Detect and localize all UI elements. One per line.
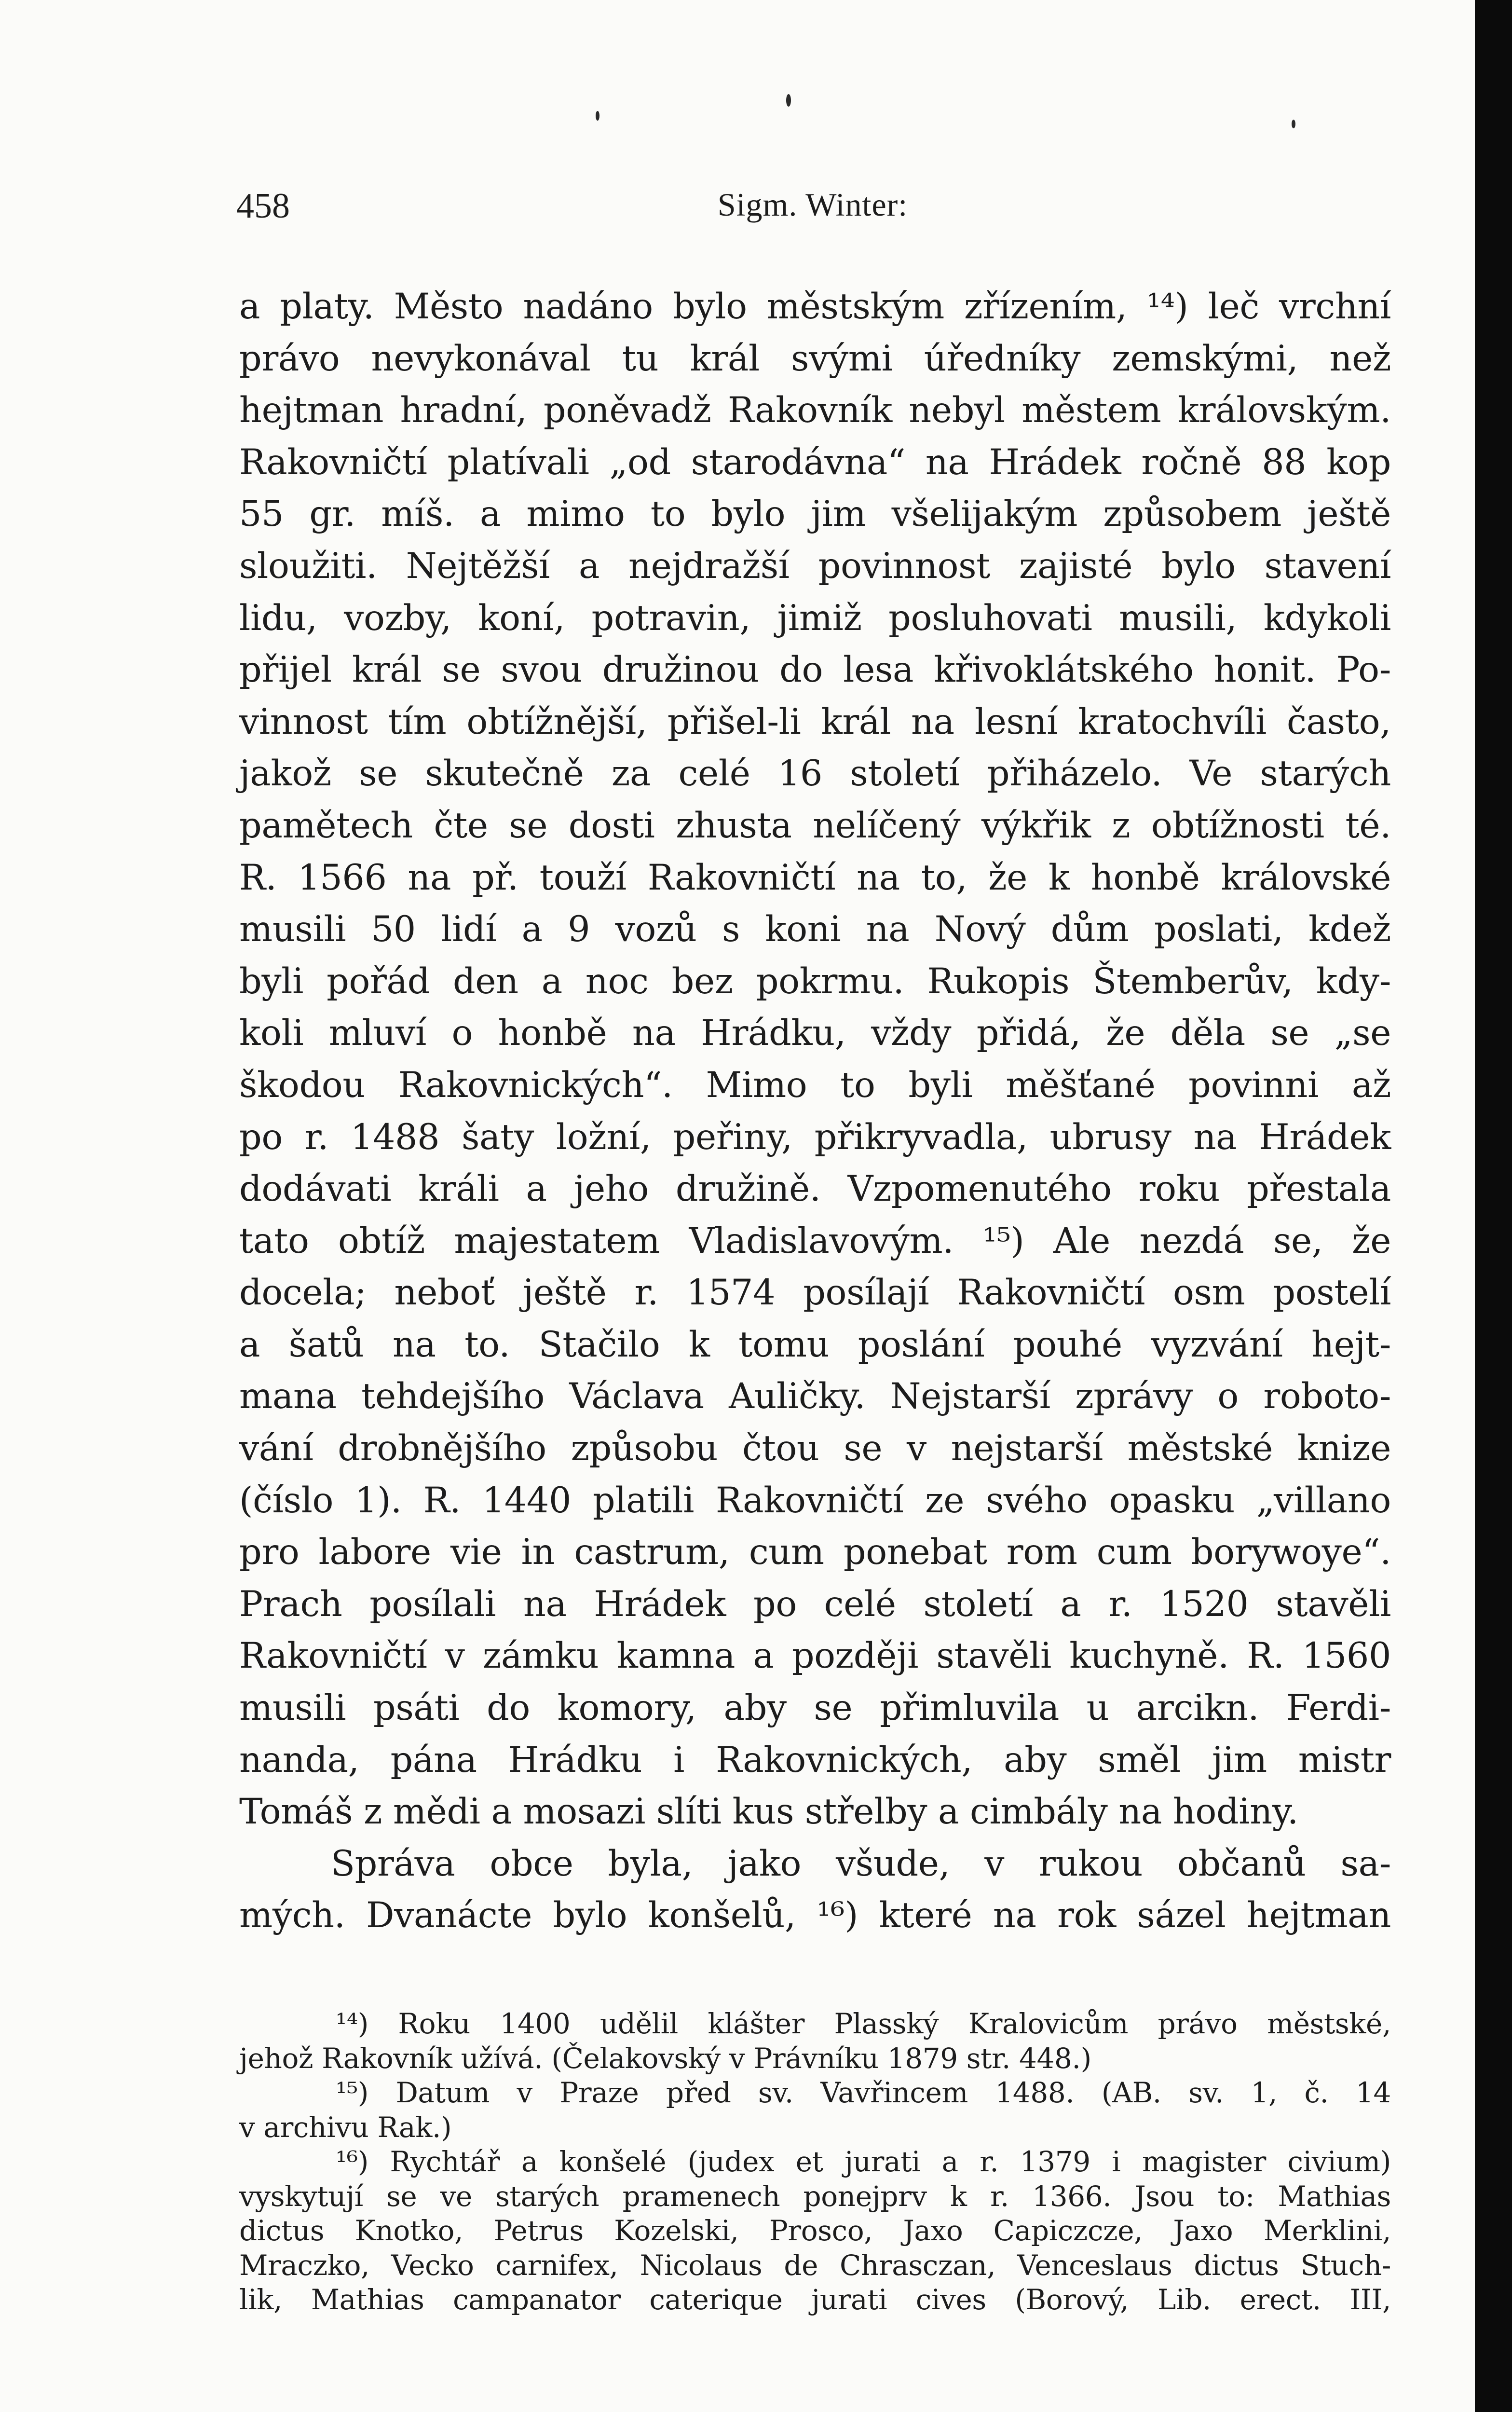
- footnote-line: vyskytují se ve starých pramenech ponejprv k r. 1366. Jsou to: Mathias: [239, 2179, 1391, 2213]
- body-text: [239, 281, 1391, 1942]
- footnote-line: ¹⁴) Roku 1400 udělil klášter Plasský Kralovicům právo městské,: [336, 2007, 1391, 2040]
- body-line: (číslo 1). R. 1440 platili Rakovničtí ze svého opasku „villano: [239, 1480, 1391, 1521]
- body-line: R. 1566 na př. touží Rakovničtí na to, že k honbě královské: [239, 857, 1391, 898]
- body-line: tato obtíž majestatem Vladislavovým. ¹⁵) Ale nezdá se, že: [239, 1220, 1391, 1261]
- body-line: musili psáti do komory, aby se přimluvila u arcikn. Ferdi-: [239, 1687, 1391, 1729]
- footnote-line: ¹⁶) Rychtář a konšelé (judex et jurati a r. 1379 i magister civium): [336, 2145, 1391, 2178]
- footnote-line: jehož Rakovník užívá. (Čelakovský v Právníku 1879 str. 448.): [239, 2042, 1091, 2075]
- page-number: 458: [236, 186, 290, 226]
- body-line: musili 50 lidí a 9 vozů s koni na Nový dům poslati, kdež: [239, 909, 1391, 950]
- body-line: byli pořád den a noc bez pokrmu. Rukopis Štemberův, kdy-: [239, 960, 1391, 1002]
- body-line: dodávati králi a jeho družině. Vzpomenutého roku přestala: [239, 1168, 1391, 1210]
- body-line: Správa obce byla, jako všude, v rukou občanů sa-: [331, 1843, 1391, 1884]
- body-line: právo nevykonával tu král svými úředníky zemskými, než: [239, 338, 1391, 379]
- footnote-line: dictus Knotko, Petrus Kozelski, Prosco, Jaxo Capiczcze, Jaxo Merklini,: [239, 2214, 1391, 2247]
- page-header: [236, 186, 1389, 244]
- footnotes: [239, 2007, 1391, 2317]
- body-line: a šatů na to. Stačilo k tomu poslání pouhé vyzvání hejt-: [239, 1324, 1391, 1365]
- body-line: Rakovničtí v zámku kamna a později stavěli kuchyně. R. 1560: [239, 1635, 1391, 1677]
- print-speck: [596, 111, 599, 121]
- body-line: mých. Dvanácte bylo konšelů, ¹⁶) které na rok sázel hejtman: [239, 1895, 1391, 1936]
- body-line: škodou Rakovnických“. Mimo to byli měšťané povinni až: [239, 1064, 1391, 1106]
- body-line: Prach posílali na Hrádek po celé století a r. 1520 stavěli: [239, 1583, 1391, 1625]
- body-line: vinnost tím obtížnější, přišel-li král na lesní kratochvíli často,: [239, 701, 1391, 742]
- body-line: hejtman hradní, poněvadž Rakovník nebyl městem královským.: [239, 390, 1391, 431]
- body-line: docela; neboť ještě r. 1574 posílají Rakovničtí osm postelí: [239, 1272, 1391, 1314]
- body-line: a platy. Město nadáno bylo městským zřízením, ¹⁴) leč vrchní: [239, 286, 1391, 327]
- running-head: Sigm. Winter:: [717, 186, 908, 223]
- print-speck: [1292, 120, 1295, 128]
- body-line: pro labore vie in castrum, cum ponebat rom cum borywoye“.: [239, 1532, 1391, 1573]
- body-line: 55 gr. míš. a mimo to bylo jim všelijakým způsobem ještě: [239, 493, 1391, 535]
- body-line: mana tehdejšího Václava Auličky. Nejstarší zprávy o roboto-: [239, 1376, 1391, 1417]
- footnote-line: ¹⁵) Datum v Praze před sv. Vavřincem 1488. (AB. sv. 1, č. 14: [336, 2076, 1391, 2109]
- footnote-line: v archivu Rak.): [239, 2110, 452, 2144]
- body-line: přijel král se svou družinou do lesa křivoklátského honit. Po-: [239, 649, 1391, 691]
- body-line: pamětech čte se dosti zhusta nelíčený výkřik z obtížnosti té.: [239, 805, 1391, 846]
- print-speck: [786, 94, 791, 107]
- body-line: sloužiti. Nejtěžší a nejdražší povinnost zajisté bylo stavení: [239, 545, 1391, 587]
- body-line: Tomáš z mědi a mosazi slíti kus střelby a cimbály na hodiny.: [239, 1791, 1298, 1833]
- body-line: po r. 1488 šaty ložní, peřiny, přikryvadla, ubrusy na Hrádek: [239, 1116, 1391, 1158]
- body-line: Rakovničtí platívali „od starodávna“ na Hrádek ročně 88 kop: [239, 441, 1391, 483]
- footnote-line: Mraczko, Vecko carnifex, Nicolaus de Chrasczan, Venceslaus dictus Stuch-: [239, 2248, 1391, 2282]
- body-line: koli mluví o honbě na Hrádku, vždy přidá, že děla se „se: [239, 1013, 1391, 1054]
- body-line: jakož se skutečně za celé 16 století přiházelo. Ve starých: [239, 753, 1391, 795]
- body-line: lidu, vozby, koní, potravin, jimiž posluhovati musili, kdykoli: [239, 597, 1391, 639]
- body-line: vání drobnějšího způsobu čtou se v nejstarší městské knize: [239, 1428, 1391, 1469]
- footnote-line: lik, Mathias campanator caterique jurati cives (Borový, Lib. erect. III,: [239, 2283, 1391, 2316]
- body-line: nanda, pána Hrádku i Rakovnických, aby směl jim mistr: [239, 1739, 1391, 1781]
